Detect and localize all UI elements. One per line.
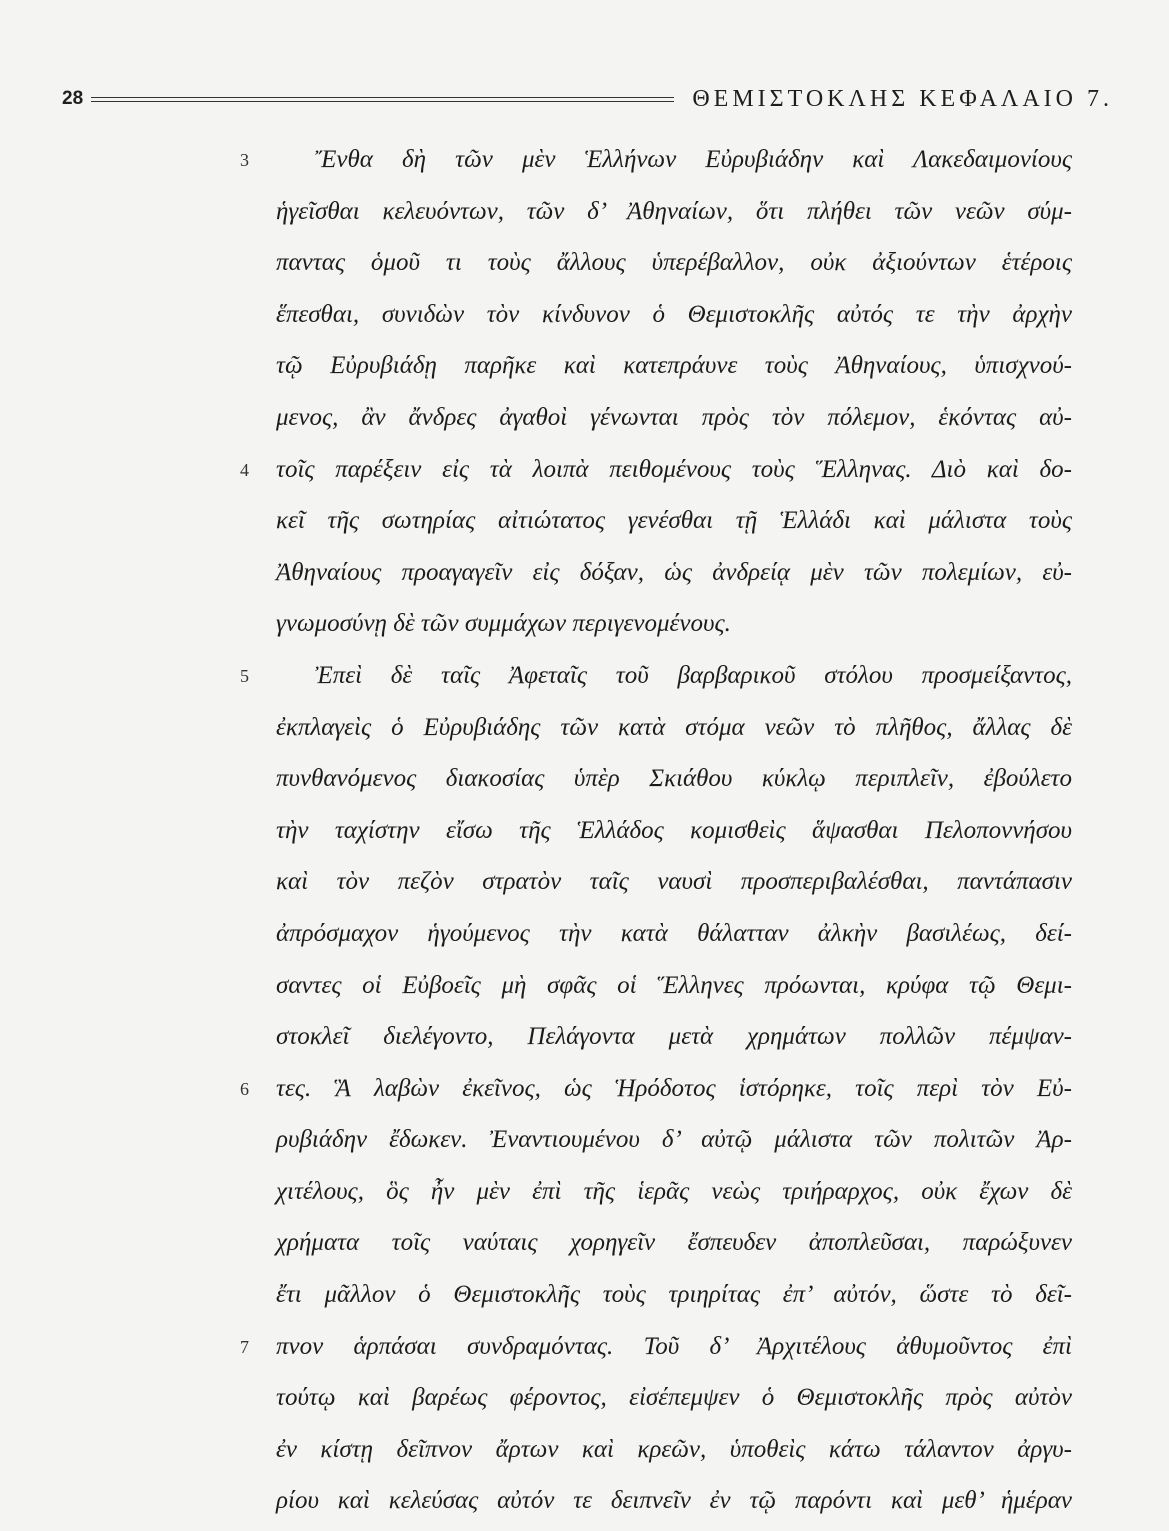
text-line xyxy=(0,1015,1169,1067)
line-text: μενος, ἂν ἄνδρες ἀγαθοὶ γένωνται πρὸς τὸν πόλεμον, ἑκόντας αὐ- xyxy=(276,403,1072,431)
text-line xyxy=(0,964,1169,1016)
text-line xyxy=(0,1479,1169,1531)
text-line xyxy=(0,809,1169,861)
line-text: γνωμοσύνῃ δὲ τῶν συμμάχων περιγενομένους. xyxy=(276,610,731,638)
text-line xyxy=(0,860,1169,912)
text-line xyxy=(0,190,1169,242)
line-text: ἕπεσθαι, συνιδὼν τὸν κίνδυνον ὁ Θεμιστοκλῆς αὐτός τε τὴν ἀρχὴν xyxy=(276,300,1072,328)
header-rule xyxy=(91,97,674,102)
text-line xyxy=(0,293,1169,345)
text-line xyxy=(0,551,1169,603)
text-line xyxy=(0,448,1169,500)
text-line xyxy=(0,912,1169,964)
text-line xyxy=(0,1428,1169,1480)
line-text: ἐκπλαγεὶς ὁ Εὐρυβιάδης τῶν κατὰ στόμα νεῶν τὸ πλῆθος, ἄλλας δὲ xyxy=(276,713,1072,741)
line-text: χρήματα τοῖς ναύταις χορηγεῖν ἔσπευδεν ἀποπλεῦσαι, παρώξυνεν xyxy=(276,1229,1072,1257)
line-text: ἐν κίστῃ δεῖπνον ἄρτων καὶ κρεῶν, ὑποθεὶς κάτω τάλαντον ἀργυ- xyxy=(276,1435,1072,1463)
section-number: 7 xyxy=(240,1336,249,1357)
line-text: πυνθανόμενος διακοσίας ὑπὲρ Σκιάθου κύκλῳ περιπλεῖν, ἐβούλετο xyxy=(276,765,1072,793)
text-line xyxy=(0,1118,1169,1170)
line-text: ἔτι μᾶλλον ὁ Θεμιστοκλῆς τοὺς τριηρίτας ἐπ’ αὐτόν, ὥστε τὸ δεῖ- xyxy=(276,1281,1072,1309)
section-number: 5 xyxy=(240,665,249,686)
line-text: Ἐπεὶ δὲ ταῖς Ἀφεταῖς τοῦ βαρβαρικοῦ στόλου προσμείξαντος, xyxy=(315,661,1072,689)
text-line xyxy=(0,1273,1169,1325)
line-text: τούτῳ καὶ βαρέως φέροντος, εἰσέπεμψεν ὁ Θεμιστοκλῆς πρὸς αὐτὸν xyxy=(276,1384,1072,1412)
text-line xyxy=(0,1376,1169,1428)
page-number: 28 xyxy=(62,88,84,109)
line-text: ρίου καὶ κελεύσας αὐτόν τε δειπνεῖν ἐν τῷ παρόντι καὶ μεθ’ ἡμέραν xyxy=(276,1487,1072,1515)
text-line xyxy=(0,706,1169,758)
line-text: ρυβιάδην ἔδωκεν. Ἐναντιουμένου δ’ αὐτῷ μάλιστα τῶν πολιτῶν Ἀρ- xyxy=(276,1126,1072,1154)
body-text xyxy=(0,138,1169,1531)
line-text: σαντες οἱ Εὐβοεῖς μὴ σφᾶς οἱ Ἕλληνες πρόωνται, κρύφα τῷ Θεμι- xyxy=(276,971,1072,999)
section-number: 4 xyxy=(240,459,249,480)
text-line xyxy=(0,344,1169,396)
text-line xyxy=(0,1067,1169,1119)
line-text: Ἀθηναίους προαγαγεῖν εἰς δόξαν, ὡς ἀνδρείᾳ μὲν τῶν πολεμίων, εὐ- xyxy=(276,558,1072,586)
line-text: κεῖ τῆς σωτηρίας αἰτιώτατος γενέσθαι τῇ Ἑλλάδι καὶ μάλιστα τοὺς xyxy=(276,507,1072,535)
page-header xyxy=(62,84,1113,114)
line-text: πνον ἁρπάσαι συνδραμόντας. Τοῦ δ’ Ἀρχιτέλους ἀθυμοῦντος ἐπὶ xyxy=(276,1332,1072,1360)
line-text: ἡγεῖσθαι κελευόντων, τῶν δ’ Ἀθηναίων, ὅτι πλήθει τῶν νεῶν σύμ- xyxy=(276,197,1072,225)
text-line xyxy=(0,1221,1169,1273)
line-text: στοκλεῖ διελέγοντο, Πελάγοντα μετὰ χρημάτων πολλῶν πέμψαν- xyxy=(276,1023,1072,1051)
line-text: τὴν ταχίστην εἴσω τῆς Ἑλλάδος κομισθεὶς ἅψασθαι Πελοποννήσου xyxy=(276,816,1072,844)
line-text: παντας ὁμοῦ τι τοὺς ἄλλους ὑπερέβαλλον, οὐκ ἀξιούντων ἑτέροις xyxy=(276,249,1072,277)
line-text: τῷ Εὐρυβιάδῃ παρῆκε καὶ κατεπράυνε τοὺς Ἀθηναίους, ὑπισχνού- xyxy=(276,352,1072,380)
text-line xyxy=(0,1170,1169,1222)
section-number: 3 xyxy=(240,150,249,170)
line-text: καὶ τὸν πεζὸν στρατὸν ταῖς ναυσὶ προσπεριβαλέσθαι, παντάπασιν xyxy=(276,868,1072,896)
line-text: τοῖς παρέξειν εἰς τὰ λοιπὰ πειθομένους τοὺς Ἕλληνας. Διὸ καὶ δο- xyxy=(276,455,1072,483)
text-line xyxy=(0,757,1169,809)
line-text: Ἔνθα δὴ τῶν μὲν Ἑλλήνων Εὐρυβιάδην καὶ Λακεδαιμονίους xyxy=(315,146,1072,173)
line-text: τες. Ἃ λαβὼν ἐκεῖνος, ὡς Ἡρόδοτος ἱστόρηκε, τοῖς περὶ τὸν Εὐ- xyxy=(276,1074,1072,1102)
line-text: ἀπρόσμαχον ἡγούμενος τὴν κατὰ θάλατταν ἀλκὴν βασιλέως, δεί- xyxy=(276,919,1072,947)
running-title: ΘΕΜΙΣΤΟΚΛΗΣ ΚΕΦΑΛΑΙΟ 7. xyxy=(692,85,1113,112)
line-text: χιτέλους, ὃς ἦν μὲν ἐπὶ τῆς ἱερᾶς νεὼς τριήραρχος, οὐκ ἔχων δὲ xyxy=(276,1177,1072,1205)
text-line xyxy=(0,1325,1169,1377)
text-line xyxy=(0,602,1169,654)
section-number: 6 xyxy=(240,1078,249,1099)
text-line xyxy=(0,138,1169,190)
text-line xyxy=(0,396,1169,448)
text-line xyxy=(0,499,1169,551)
text-line xyxy=(0,241,1169,293)
text-line xyxy=(0,654,1169,706)
